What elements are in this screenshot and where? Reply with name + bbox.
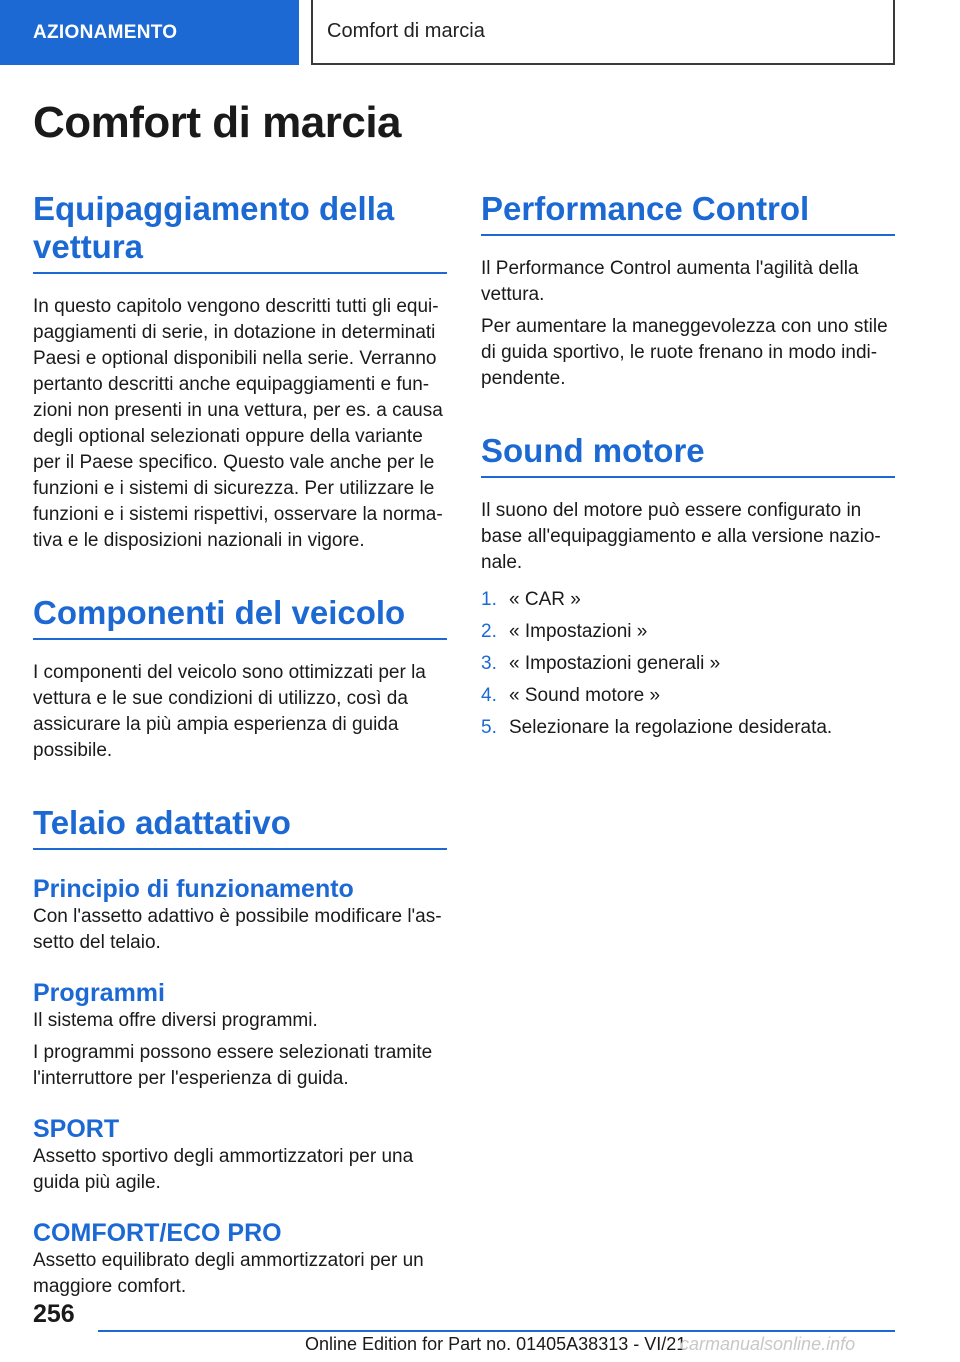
subheading-programmi: Programmi	[33, 979, 165, 1007]
step-text: « Impostazioni »	[509, 621, 648, 642]
list-item	[481, 584, 895, 616]
subheading-comfort-eco-pro: COMFORT/ECO PRO	[33, 1219, 282, 1247]
paragraph-performance-2: Per aumentare la maneggevolezza con uno stile di guida sportivo, le ruote frenano in modo indipendente.	[481, 316, 888, 389]
paragraph-programmi-2: I programmi possono essere selezionati tramite l'interruttore per l'esperienza di guida.	[33, 1042, 433, 1089]
heading-componenti: Componenti del veicolo	[33, 594, 447, 640]
paragraph-equipaggiamento: In questo capitolo vengono descritti tutti gli equipaggiamenti di serie, in dotazione in determinati Paesi e optional disponibili nella serie. Verranno pertanto descritti anche equipaggiamenti e funzioni non presenti in una vettura, per es. a causa degli optional selezionati oppure della variante per il Paese specifico. Questo vale anche per le funzioni e i sistemi di sicurezza. Per utilizzare le funzioni e i sistemi rispettivi, osservare la normativa e le disposizioni nazionali in vigore.	[33, 296, 443, 551]
subheading-principio: Principio di funzionamento	[33, 875, 354, 903]
steps-list	[481, 584, 895, 744]
list-item	[481, 680, 895, 712]
step-text: « Impostazioni generali »	[509, 653, 721, 674]
header-chapter-box: Comfort di marcia	[311, 0, 895, 65]
heading-equipaggiamento: Equipaggiamento della vettura	[33, 190, 447, 274]
list-item	[481, 616, 895, 648]
step-number: 2.	[481, 621, 497, 642]
heading-telaio: Telaio adattativo	[33, 804, 447, 850]
heading-sound-motore: Sound motore	[481, 432, 895, 478]
footer-edition-text: Online Edition for Part no. 01405A38313 - VI/21	[305, 1334, 687, 1354]
list-item	[481, 712, 895, 744]
step-number: 3.	[481, 653, 497, 674]
heading-performance-control: Performance Control	[481, 190, 895, 236]
step-number: 1.	[481, 589, 497, 610]
step-text: « CAR »	[509, 589, 581, 610]
step-number: 5.	[481, 717, 497, 738]
page-title: Comfort di marcia	[33, 98, 402, 147]
subheading-sport: SPORT	[33, 1115, 120, 1143]
right-column	[481, 190, 895, 744]
paragraph-componenti: I componenti del veicolo sono ottimizzati per la vettura e le sue condizioni di utilizzo, così da assicurare la più ampia esperienza di guida possibile.	[33, 662, 426, 761]
header-section-tab: AZIONAMENTO	[0, 0, 299, 65]
paragraph-comfort-eco-pro: Assetto equilibrato degli ammortizzatori per un maggiore comfort.	[33, 1250, 424, 1297]
step-text: « Sound motore »	[509, 685, 661, 706]
paragraph-performance-1: Il Performance Control aumenta l'agilità della vettura.	[481, 258, 859, 305]
page-number: 256	[33, 1300, 75, 1328]
paragraph-sound-motore: Il suono del motore può essere configurato in base all'equipaggiamento e alla versione nazionale.	[481, 500, 881, 573]
step-number: 4.	[481, 685, 497, 706]
watermark: carmanualsonline.info	[680, 1334, 856, 1354]
paragraph-programmi-1: Il sistema offre diversi programmi.	[33, 1010, 318, 1031]
left-column	[33, 190, 447, 1300]
paragraph-sport: Assetto sportivo degli ammortizzatori per una guida più agile.	[33, 1146, 414, 1193]
footer-divider	[98, 1330, 895, 1332]
list-item	[481, 648, 895, 680]
step-text: Selezionare la regolazione desiderata.	[509, 717, 833, 738]
paragraph-principio: Con l'assetto adattivo è possibile modificare l'assetto del telaio.	[33, 906, 442, 953]
